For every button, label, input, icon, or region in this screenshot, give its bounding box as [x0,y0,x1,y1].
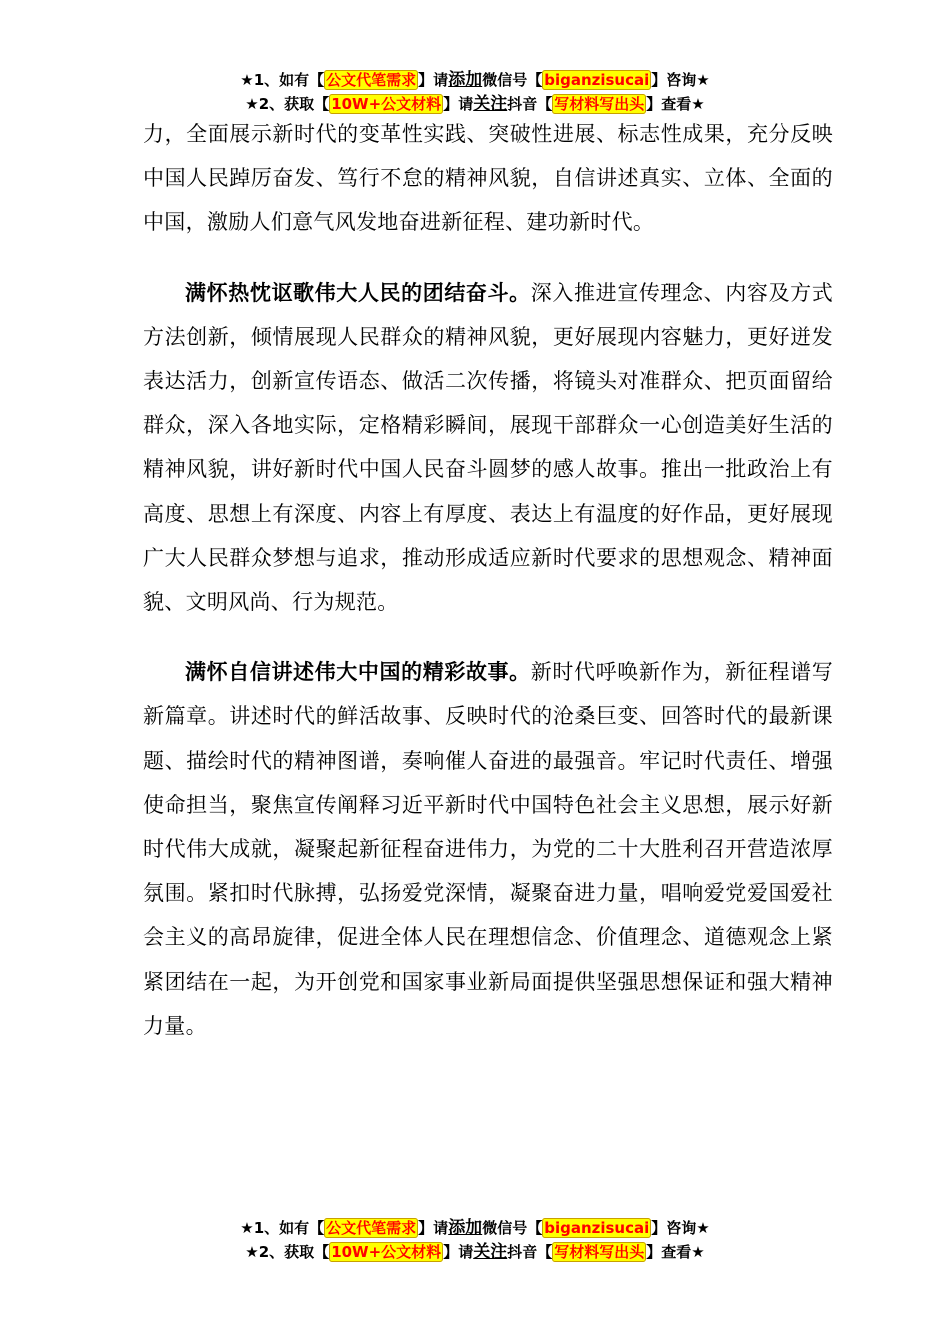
paragraph-1 [143,112,833,245]
banner-text: 】咨询★ [651,1219,710,1237]
emphasis-add: 添加 [448,1218,483,1238]
paragraph-2 [143,271,833,625]
paragraph-3 [143,650,833,1048]
paragraph-heading: 满怀自信讲述伟大中国的精彩故事。 [185,660,531,685]
highlight-materials: 10W+公文材料 [331,1243,442,1261]
banner-text: ★2、获取【 [245,1243,330,1261]
banner-text: 】请 [418,71,449,89]
banner-text: 】查看★ [646,95,705,113]
highlight-service: 公文代笔需求 [326,71,417,89]
emphasis-add: 添加 [448,70,483,90]
document-body [143,112,833,1048]
banner-text: 】请 [443,95,474,113]
emphasis-follow: 关注 [473,1242,508,1262]
banner-text: 抖音【 [507,95,553,113]
banner-text: 】请 [418,1219,449,1237]
banner-text: 】查看★ [646,1243,705,1261]
paragraph-text: 深入推进宣传理念、内容及方式方法创新，倾情展现人民群众的精神风貌，更好展现内容魅力，更好迸发表达活力，创新宣传语态、做活二次传播，将镜头对准群众、把页面留给群众，深入各地实际，定格精彩瞬间，展现干部群众一心创造美好生活的精神风貌，讲好新时代中国人民奋斗圆梦的感人故事。推出一批政治上有高度、思想上有深度、内容上有厚度、表达上有温度的好作品，更好展现广大人民群众梦想与追求，推动形成适应新时代要求的思想观念、精神面貌、文明风尚、行为规范。 [143,280,833,615]
paragraph-text: 新时代呼唤新作为，新征程谱写新篇章。讲述时代的鲜活故事、反映时代的沧桑巨变、回答时代的最新课题、描绘时代的精神图谱，奏响催人奋进的最强音。牢记时代责任、增强使命担当，聚焦宣传阐释习近平新时代中国特色社会主义思想，展示好新时代伟大成就，凝聚起新征程奋进伟力，为党的二十大胜利召开营造浓厚氛围。紧扣时代脉搏，弘扬爱党深情，凝聚奋进力量，唱响爱党爱国爱社会主义的高昂旋律，促进全体人民在理想信念、价值理念、道德观念上紧紧团结在一起，为开创党和国家事业新局面提供坚强思想保证和强大精神力量。 [143,660,833,1038]
banner-text: 】咨询★ [651,71,710,89]
banner-text: ★1、如有【 [240,1219,325,1237]
emphasis-follow: 关注 [473,94,508,114]
highlight-materials: 10W+公文材料 [331,95,442,113]
banner-text: ★1、如有【 [240,71,325,89]
banner-line-2 [0,1240,950,1264]
paragraph-text: 力，全面展示新时代的变革性实践、突破性进展、标志性成果，充分反映中国人民踔厉奋发、笃行不怠的精神风貌，自信讲述真实、立体、全面的中国，激励人们意气风发地奋进新征程、建功新时代。 [143,122,833,235]
banner-text: 抖音【 [507,1243,553,1261]
header-banner [0,68,950,116]
highlight-douyin-account: 写材料写出头 [554,95,645,113]
highlight-wechat-id: biganzisucai [544,1219,650,1237]
banner-line-1 [0,68,950,92]
highlight-service: 公文代笔需求 [326,1219,417,1237]
banner-text: 】请 [443,1243,474,1261]
banner-text: 微信号【 [482,1219,543,1237]
footer-banner [0,1216,950,1264]
banner-text: 微信号【 [482,71,543,89]
banner-text: ★2、获取【 [245,95,330,113]
highlight-wechat-id: biganzisucai [544,71,650,89]
highlight-douyin-account: 写材料写出头 [554,1243,645,1261]
paragraph-heading: 满怀热忱讴歌伟大人民的团结奋斗。 [185,280,531,305]
banner-line-1 [0,1216,950,1240]
